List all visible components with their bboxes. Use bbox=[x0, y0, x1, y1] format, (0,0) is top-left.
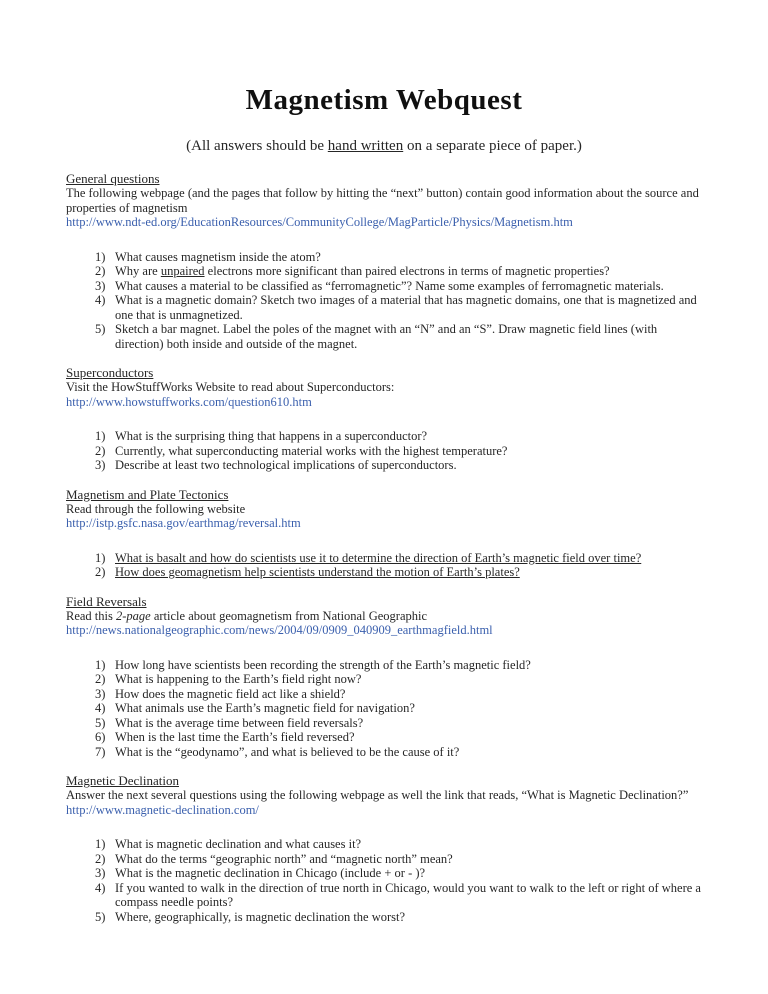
question-item bbox=[95, 565, 702, 580]
question-text: electrons more significant than paired electrons in terms of magnetic properties? bbox=[204, 264, 610, 278]
section-heading: Magnetic Declination bbox=[66, 773, 179, 788]
question-list bbox=[95, 551, 702, 580]
question-item: If you wanted to walk in the direction of true north in Chicago, would you want to walk to the left or right of where a compass needle points? bbox=[115, 880, 701, 909]
hyperlink[interactable]: http://www.howstuffworks.com/question610.htm bbox=[66, 394, 312, 409]
question-underlined-text: unpaired bbox=[160, 264, 205, 278]
question-item: What is the average time between field reversals? bbox=[115, 715, 364, 730]
question-item: Currently, what superconducting material works with the highest temperature? bbox=[115, 443, 508, 458]
subtitle bbox=[66, 138, 702, 155]
question-item: When is the last time the Earth’s field reversed? bbox=[115, 730, 355, 744]
question-item: What causes a material to be classified as “ferromagnetic”? Name some examples of ferromagnetic materials. bbox=[115, 278, 664, 293]
question-item: What is the surprising thing that happens in a superconductor? bbox=[115, 429, 428, 443]
question-item: Where, geographically, is magnetic declination the worst? bbox=[115, 909, 406, 924]
question-item: What is magnetic declination and what causes it? bbox=[115, 837, 362, 851]
question-underlined-text: How does geomagnetism help scientists understand the motion of Earth’s plates? bbox=[115, 565, 520, 579]
subtitle-underlined-text: hand written bbox=[327, 138, 404, 154]
section-intro: Read through the following website bbox=[66, 501, 246, 516]
intro-text: Read this bbox=[66, 608, 116, 623]
subtitle-text: on a separate piece of paper.) bbox=[403, 138, 582, 154]
section-magnetism-plate-tectonics bbox=[66, 487, 702, 580]
question-list bbox=[95, 658, 702, 760]
question-item bbox=[95, 264, 702, 279]
question-list bbox=[95, 429, 702, 473]
question-item: Sketch a bar magnet. Label the poles of the magnet with an “N” and an “S”. Draw magnetic field lines (with direction) both inside and outside of the magnet. bbox=[115, 322, 658, 351]
question-list bbox=[95, 837, 702, 924]
question-underlined-text: What is basalt and how do scientists use it to determine the direction of Earth’s magnetic field over time? bbox=[115, 550, 642, 565]
section-intro: Visit the HowStuffWorks Website to read about Superconductors: bbox=[66, 380, 395, 394]
question-list bbox=[95, 250, 702, 352]
question-item: Describe at least two technological implications of superconductors. bbox=[115, 458, 457, 472]
section-magnetic-declination bbox=[66, 773, 702, 924]
hyperlink[interactable]: http://istp.gsfc.nasa.gov/earthmag/reversal.htm bbox=[66, 516, 301, 530]
question-item: What is happening to the Earth’s field right now? bbox=[115, 672, 362, 686]
question-item: What is the “geodynamo”, and what is believed to be the cause of it? bbox=[115, 744, 460, 759]
section-general-questions bbox=[66, 171, 702, 351]
question-item: What is a magnetic domain? Sketch two images of a material that has magnetic domains, one that is magnetized and one that is unmagnetized. bbox=[115, 293, 697, 322]
section-field-reversals bbox=[66, 594, 702, 760]
question-item: How long have scientists been recording the strength of the Earth’s magnetic field? bbox=[115, 657, 531, 672]
section-heading: Magnetism and Plate Tectonics bbox=[66, 486, 229, 502]
section-intro bbox=[66, 609, 702, 624]
section-intro: Answer the next several questions using the following webpage as well the link that reads, “What is Magnetic Declination?” bbox=[66, 788, 689, 802]
question-item bbox=[95, 551, 702, 566]
section-heading: Superconductors bbox=[66, 365, 154, 380]
hyperlink[interactable]: http://news.nationalgeographic.com/news/2004/09/0909_040909_earthmagfield.html bbox=[66, 623, 493, 637]
subtitle-text: (All answers should be bbox=[186, 138, 328, 154]
hyperlink[interactable]: http://www.magnetic-declination.com/ bbox=[66, 802, 259, 817]
question-item: What causes magnetism inside the atom? bbox=[115, 249, 321, 264]
section-heading: Field Reversals bbox=[66, 593, 147, 609]
question-item: What animals use the Earth’s magnetic field for navigation? bbox=[115, 701, 415, 715]
hyperlink[interactable]: http://www.ndt-ed.org/EducationResources/CommunityCollege/MagParticle/Physics/Magnetism.htm bbox=[66, 215, 573, 229]
intro-italic-text: 2-page bbox=[116, 608, 151, 623]
doc-title: Magnetism Webquest bbox=[245, 84, 523, 116]
document-content bbox=[66, 84, 702, 924]
question-item: What do the terms “geographic north” and “magnetic north” mean? bbox=[115, 851, 453, 866]
section-intro: The following webpage (and the pages that follow by hitting the “next” button) contain good information about the source and properties of magnetism bbox=[66, 186, 699, 215]
question-text: Why are bbox=[115, 264, 161, 278]
section-heading: General questions bbox=[66, 171, 160, 186]
section-superconductors bbox=[66, 365, 702, 473]
question-item: How does the magnetic field act like a shield? bbox=[115, 686, 346, 701]
question-item: What is the magnetic declination in Chicago (include + or - )? bbox=[115, 866, 426, 880]
intro-text: article about geomagnetism from National Geographic bbox=[150, 608, 428, 623]
